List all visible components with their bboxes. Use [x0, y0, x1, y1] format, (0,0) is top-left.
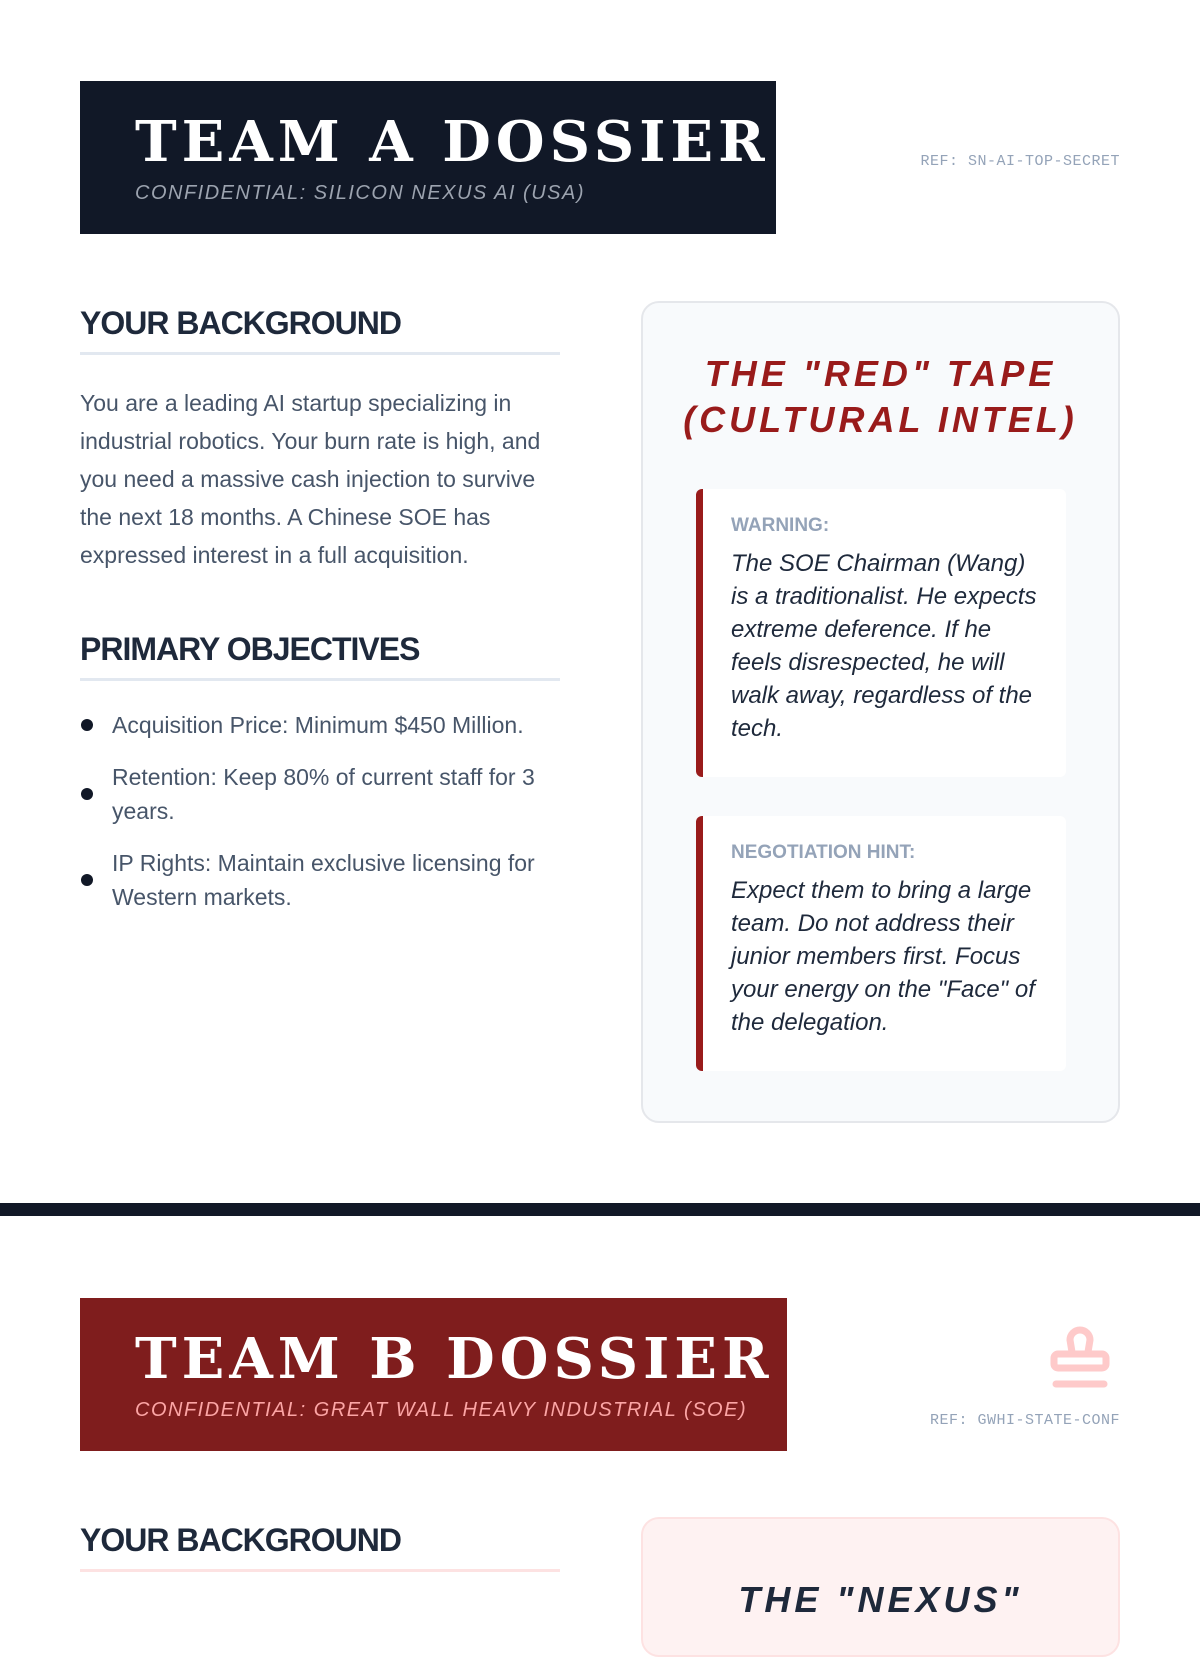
intel-card-title: [643, 351, 1118, 443]
team-a-ref: REF: SN-AI-TOP-SECRET: [920, 153, 1120, 170]
bullet-icon: [81, 788, 93, 800]
team-a-background-heading: YOUR BACKGROUND: [80, 305, 560, 355]
team-a-objectives-list: [80, 708, 560, 932]
negotiation-hint-note: [696, 816, 1066, 1071]
bullet-icon: [81, 719, 93, 731]
intel-title-line2: (CULTURAL INTEL): [683, 399, 1078, 440]
objective-text: IP Rights: Maintain exclusive licensing for Western markets.: [112, 850, 535, 910]
section-divider: [0, 1203, 1200, 1216]
team-b-subtitle: CONFIDENTIAL: GREAT WALL HEAVY INDUSTRIAL (SOE): [135, 1399, 748, 1421]
team-a-background-text: You are a leading AI startup specializing in industrial robotics. Your burn rate is high, and you need a massive cash injection to survive the next 18 months. A Chinese SOE has expressed interest in a full acquisition.: [80, 390, 541, 568]
objective-item: [80, 846, 560, 914]
team-a-banner: [80, 81, 776, 234]
objective-item: [80, 760, 560, 828]
team-b-title: TEAM B DOSSIER: [135, 1326, 774, 1392]
note-text: The SOE Chairman (Wang) is a traditionalist. He expects extreme deference. If he feels disrespected, he will walk away, regardless of the tech.: [731, 550, 1037, 742]
team-b-background-heading: YOUR BACKGROUND: [80, 1522, 560, 1572]
stamp-icon: [1048, 1318, 1112, 1392]
bullet-icon: [81, 874, 93, 886]
team-a-objectives-heading: PRIMARY OBJECTIVES: [80, 631, 560, 681]
warning-note: [696, 489, 1066, 777]
team-b-ref: REF: GWHI-STATE-CONF: [929, 1412, 1120, 1429]
team-b-banner: [80, 1298, 787, 1451]
team-b-intel-title: THE "NEXUS": [738, 1579, 1023, 1620]
objective-item: [80, 708, 560, 742]
team-a-intel-card: [641, 301, 1120, 1123]
intel-title-line1: THE "RED" TAPE: [704, 353, 1057, 394]
note-label: NEGOTIATION HINT:: [731, 842, 916, 863]
objective-text: Retention: Keep 80% of current staff for 3 years.: [112, 764, 535, 824]
team-b-intel-card: [641, 1517, 1120, 1657]
note-label: WARNING:: [731, 515, 830, 536]
note-text: Expect them to bring a large team. Do not address their junior members first. Focus your energy on the "Face" of the delegation.: [731, 877, 1035, 1036]
team-a-subtitle: CONFIDENTIAL: SILICON NEXUS AI (USA): [135, 182, 585, 204]
team-a-title: TEAM A DOSSIER: [135, 109, 770, 175]
objective-text: Acquisition Price: Minimum $450 Million.: [112, 712, 524, 738]
